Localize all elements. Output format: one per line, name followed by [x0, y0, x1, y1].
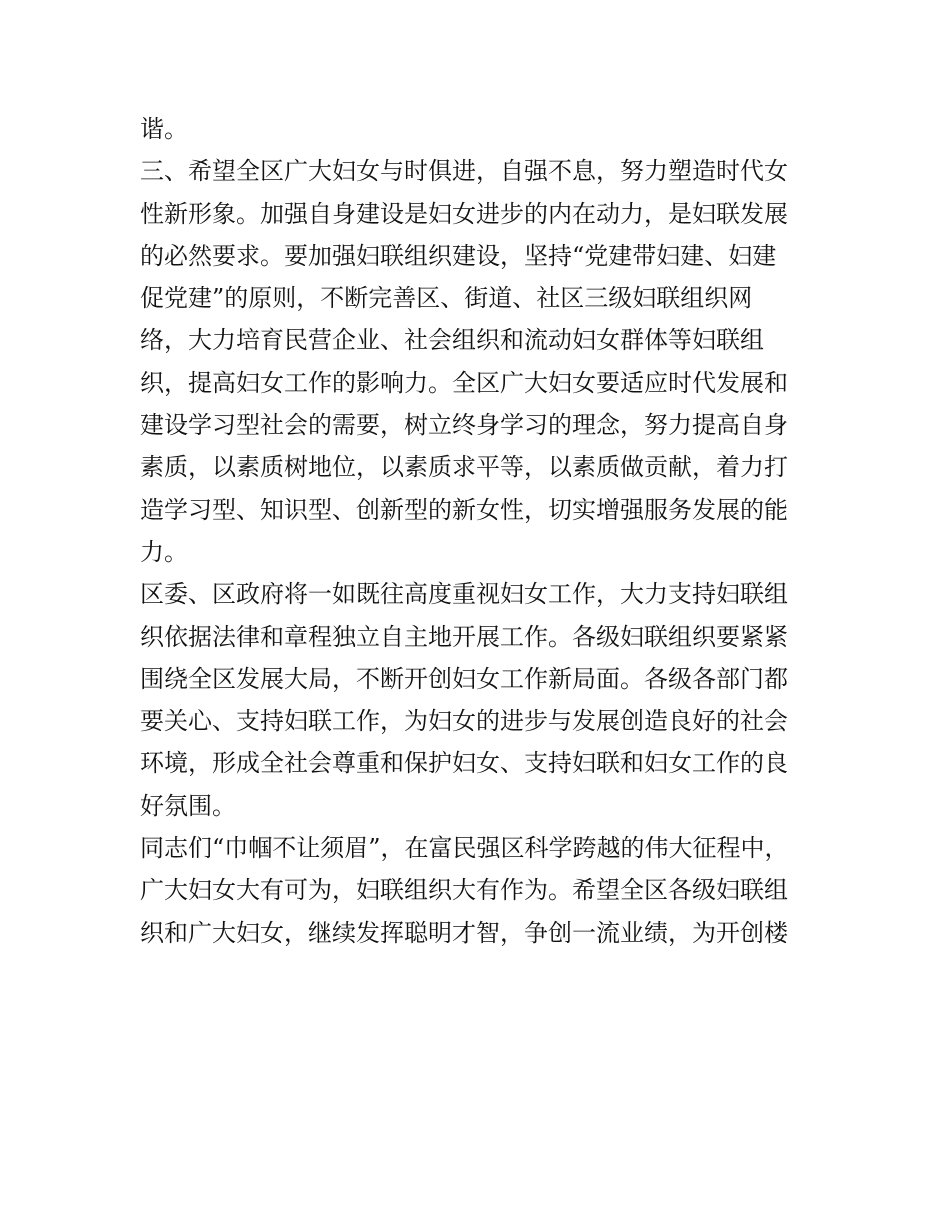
document-body [140, 108, 820, 954]
text-line: 促党建”的原则，不断完善区、街道、社区三级妇联组织网 [140, 284, 753, 313]
text-line: 素质，以素质树地位，以素质求平等，以素质做贡献，着力打 [140, 453, 788, 482]
text-line: 力。 [140, 537, 188, 566]
text-line: 同志们“巾帼不让须眉”，在富民强区科学跨越的伟大征程中， [140, 834, 789, 863]
text-line: 的必然要求。要加强妇联组织建设，坚持“党建带妇建、妇建 [140, 241, 777, 270]
text-line: 三、希望全区广大妇女与时俱进，自强不息，努力塑造时代女 [140, 157, 788, 186]
text-line: 织和广大妇女，继续发挥聪明才智，争创一流业绩，为开创楼 [140, 918, 788, 947]
text-line: 广大妇女大有可为，妇联组织大有作为。希望全区各级妇联组 [140, 876, 788, 905]
text-line: 谐。 [140, 115, 188, 143]
text-line: 环境，形成全社会尊重和保护妇女、支持妇联和妇女工作的良 [140, 749, 788, 778]
text-line: 好氛围。 [140, 791, 236, 820]
text-line: 区委、区政府将一如既往高度重视妇女工作，大力支持妇联组 [140, 580, 788, 609]
text-line: 要关心、支持妇联工作，为妇女的进步与发展创造良好的社会 [140, 707, 788, 736]
text-line: 性新形象。加强自身建设是妇女进步的内在动力，是妇联发展 [140, 199, 788, 228]
text-line: 织，提高妇女工作的影响力。全区广大妇女要适应时代发展和 [140, 368, 788, 397]
text-line: 络，大力培育民营企业、社会组织和流动妇女群体等妇联组 [140, 326, 764, 355]
text-line: 造学习型、知识型、创新型的新女性，切实增强服务发展的能 [140, 495, 788, 524]
text-line: 织依据法律和章程独立自主地开展工作。各级妇联组织要紧紧 [140, 622, 788, 651]
text-line: 围绕全区发展大局，不断开创妇女工作新局面。各级各部门都 [140, 664, 788, 693]
text-line: 建设学习型社会的需要，树立终身学习的理念，努力提高自身 [140, 411, 788, 440]
